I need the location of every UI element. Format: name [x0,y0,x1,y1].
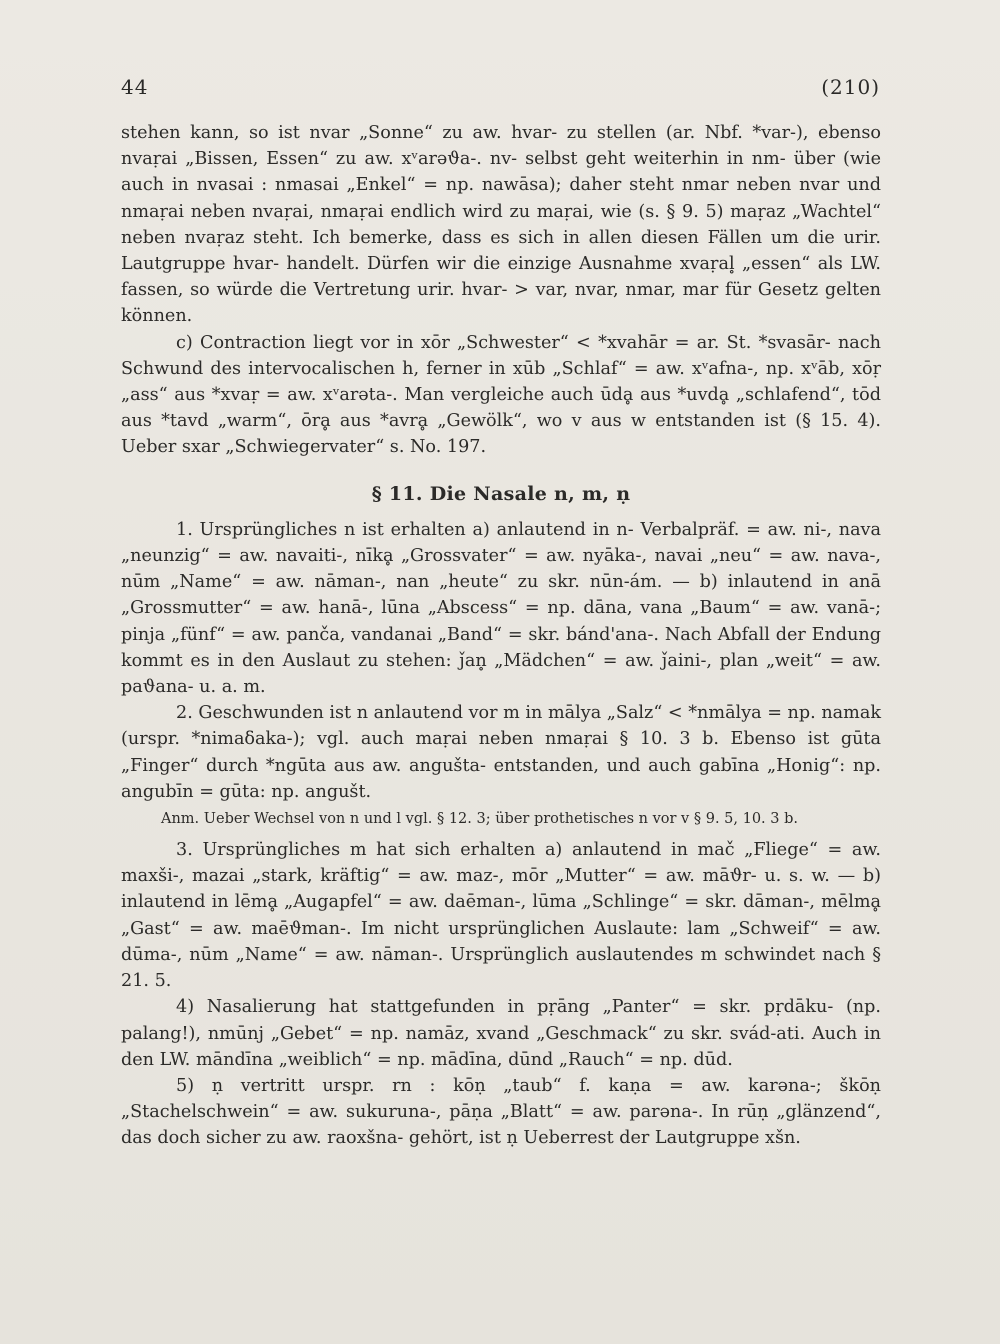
paragraph-point-4: 4) Nasalierung hat stattgefunden in pṛāng „Panter“ = skr. pṛdāku- (np. palang!), nmūnj „Gebet“ = np. namāz, xvand „Geschmack“ zu skr. svád-ati. Auch in den LW. māndīna „weiblich“ = np. mādīna, dūnd „Rauch“ = np. dūd. [121,997,881,1070]
paragraph-point-2: 2. Geschwunden ist n anlautend vor m in mālya „Salz“ < *nmālya = np. namak (urspr. *nimaδaka-); vgl. auch maṛai neben nmaṛai § 10. 3 b. Ebenso ist gūta „Finger“ durch *ngūta aus aw. angušta- entstanden, und auch gabīna „Honig“: np. angubīn = gūta: np. angušt. [121,703,881,802]
paragraph-point-5: 5) ṇ vertritt urspr. rn : kōṇ „taub“ f. kaṇa = aw. karəna-; škōṇ „Stachelschwein“ = aw. sukuruna-, pāṇa „Blatt“ = aw. parəna-. In rūṇ „glänzend“, das doch sicher zu aw. raoxšna- gehört, ist ṇ Ueberrest der Lautgruppe xšn. [121,1075,881,1149]
paragraph-point-1: 1. Ursprüngliches n ist erhalten a) anlautend in n- Verbalpräf. = aw. ni-, nava „neunzig“ = aw. navaiti-, nīkḁ „Grossvater“ = aw. nyāka-, navai „neu“ = aw. nava-, nūm „Name“ = aw. nāman-, nan „heute“ zu skr. nūn-ám. — b) inlautend in anā „Grossmutter“ = aw. hanā-, lūna „Abscess“ = np. dāna, vana „Baum“ = aw. vanā-; pinja „fünf“ = aw. panča, vandanai „Band“ = skr. bánd'ana-. Nach Abfall der Endung kommt es in den Auslaut zu stehen: ǰan̥ „Mädchen“ = aw. ǰaini-, plan „weit“ = aw. paϑana- u. a. m. [121,519,881,698]
paragraph-continuation: stehen kann, so ist nvar „Sonne“ zu aw. hvar- zu stellen (ar. Nbf. *var-), ebenso nvaṛai „Bissen, Essen“ zu aw. xᵛarəϑa-. nv- selbst geht weiterhin in nm- über (wie auch in nvasai : nmasai „Enkel“ = np. nawāsa); daher steht nmar neben nvar und nmaṛai neben nvaṛai, nmaṛai endlich wird zu maṛai, wie (s. § 9. 5) maṛaz „Wachtel“ neben nvaṛaz steht. Ich bemerke, dass es sich in allen diesen Fällen um die urir. Lautgruppe hvar- handelt. Dürfen wir die einzige Ausnahme xvaṛal̥ „essen“ als LW. fassen, so würde die Vertretung urir. hvar- > var, nvar, nmar, mar für Gesetz gelten können. [121,123,881,327]
footnote-anmerkung: Anm. Ueber Wechsel von n und l vgl. § 12. 3; über prothetisches n vor v § 9. 5, 10. 3 b. [161,811,799,828]
section-heading: § 11. Die Nasale n, m, ṇ [371,482,631,505]
page-number: 44 [121,75,149,99]
paragraph-point-3: 3. Ursprüngliches m hat sich erhalten a) anlautend in mač „Fliege“ = aw. maxši-, mazai „stark, kräftig“ = aw. maz-, mōr „Mutter“ = aw. māϑr- u. s. w. — b) inlautend in lēmḁ „Augapfel“ = aw. daēman-, lūma „Schlinge“ = skr. dāman-, mēlmḁ „Gast“ = aw. maēϑman-. Im nicht ursprünglichen Auslaute: lam „Schweif“ = aw. dūma-, nūm „Name“ = aw. nāman-. Ursprünglich auslautendes m schwindet nach § 21. 5. [121,840,881,992]
body-text [121,120,881,1152]
page-reference: (210) [821,75,880,99]
paragraph-contraction: c) Contraction liegt vor in xōr „Schwester“ < *xvahār = ar. St. *svasār- nach Schwund des intervocalischen h, ferner in xūb „Schlaf“ = aw. xᵛafna-, np. xᵛāb, xōṛ „ass“ aus *xvaṛ = aw. xᵛarəta-. Man vergleiche auch ūdḁ aus *uvdḁ „schlafend“, tōd aus *tavd „warm“, ōrḁ aus *avrḁ „Gewölk“, wo v aus w entstanden ist (§ 15. 4). Ueber sxar „Schwiegervater“ s. No. 197. [121,332,881,458]
